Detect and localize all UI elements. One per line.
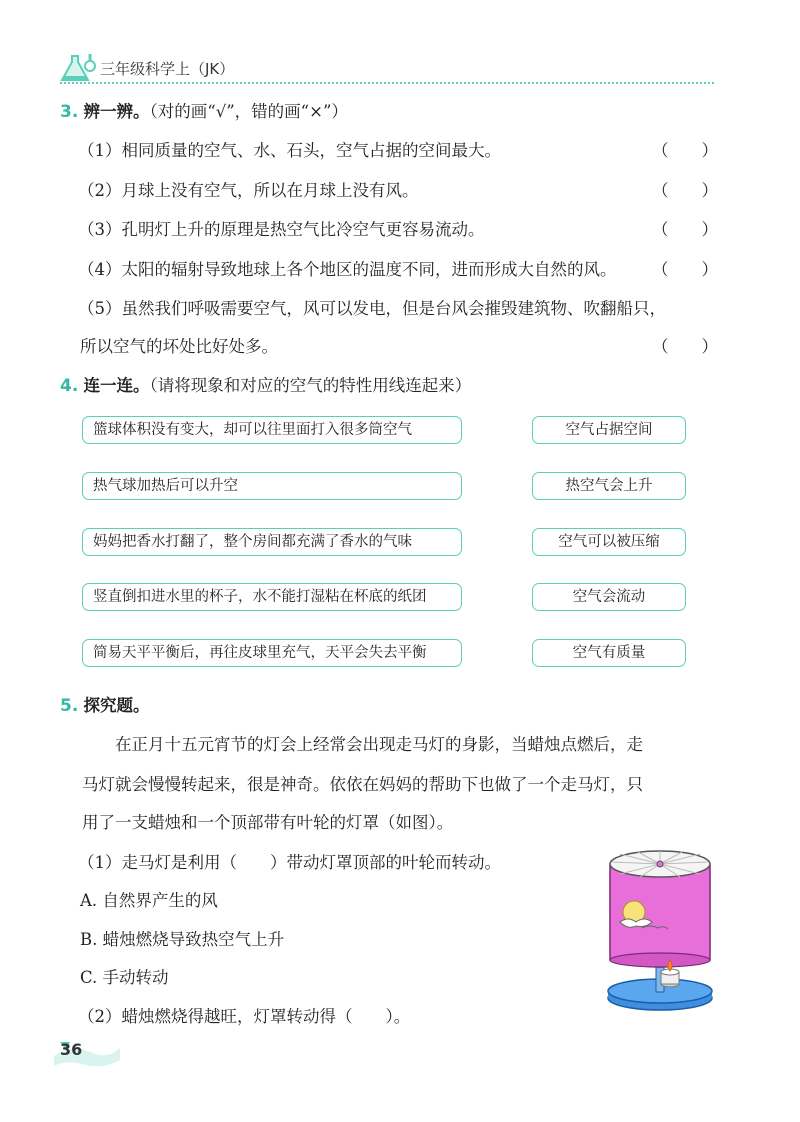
section5-title: 探究题。 [83, 696, 150, 715]
judge-item-4: （4）太阳的辐射导致地球上各个地区的温度不同，进而形成大自然的风。 [78, 260, 617, 279]
section3-title: 辨一辨。 [83, 102, 150, 121]
judge-item-5-cont: 所以空气的坏处比好处多。 [80, 337, 278, 356]
revolving-lantern-illustration [600, 848, 720, 1016]
section4-instruction: （请将现象和对应的空气的特性用线连起来） [149, 376, 472, 395]
book-title: 三年级科学上（JK） [100, 60, 235, 78]
phenomenon-box-2[interactable]: 热气球加热后可以升空 [82, 472, 462, 500]
question-1: （1）走马灯是利用（ ）带动灯罩顶部的叶轮而转动。 [78, 853, 501, 872]
property-box-2[interactable]: 热空气会上升 [532, 472, 686, 500]
property-box-1[interactable]: 空气占据空间 [532, 416, 686, 444]
section5-number: 5. [60, 696, 79, 716]
section4-number: 4. [60, 376, 79, 396]
section4-heading [60, 372, 471, 396]
phenomenon-box-4[interactable]: 竖直倒扣进水里的杯子，水不能打湿粘在杯底的纸团 [82, 583, 462, 611]
property-box-4[interactable]: 空气会流动 [532, 583, 686, 611]
phenomenon-box-1[interactable]: 篮球体积没有变大，却可以往里面打入很多筒空气 [82, 416, 462, 444]
story-line-3: 用了一支蜡烛和一个顶部带有叶轮的灯罩（如图）。 [82, 813, 454, 832]
phenomenon-box-3[interactable]: 妈妈把香水打翻了，整个房间都充满了香水的气味 [82, 528, 462, 556]
answer-blank-4[interactable]: （ ） [652, 260, 718, 279]
property-box-3[interactable]: 空气可以被压缩 [532, 528, 686, 556]
property-box-5[interactable]: 空气有质量 [532, 639, 686, 667]
section4-title: 连一连。 [83, 376, 150, 395]
option-b[interactable]: B. 蜡烛燃烧导致热空气上升 [80, 930, 285, 949]
section3-instruction: （对的画“√”，错的画“×”） [149, 102, 348, 121]
answer-blank-3[interactable]: （ ） [652, 220, 718, 239]
judge-item-5: （5）虽然我们呼吸需要空气，风可以发电，但是台风会摧毁建筑物、吹翻船只， [78, 299, 666, 318]
answer-blank-2[interactable]: （ ） [652, 181, 718, 200]
option-c[interactable]: C. 手动转动 [80, 968, 169, 987]
judge-item-3: （3）孔明灯上升的原理是热空气比冷空气更容易流动。 [78, 220, 485, 239]
flask-logo-icon [58, 52, 98, 84]
story-line-1: 在正月十五元宵节的灯会上经常会出现走马灯的身影，当蜡烛点燃后，走 [115, 735, 643, 754]
answer-blank-1[interactable]: （ ） [652, 141, 718, 160]
answer-blank-5[interactable]: （ ） [652, 337, 718, 356]
question-2: （2）蜡烛燃烧得越旺，灯罩转动得（ ）。 [78, 1007, 411, 1026]
header-divider [60, 82, 714, 84]
section5-heading [60, 692, 150, 716]
story-line-2: 马灯就会慢慢转起来，很是神奇。依依在妈妈的帮助下也做了一个走马灯，只 [82, 775, 643, 794]
section3-heading [60, 98, 348, 122]
judge-item-2: （2）月球上没有空气，所以在月球上没有风。 [78, 181, 419, 200]
page-number: 36 [60, 1040, 83, 1059]
section3-number: 3. [60, 102, 79, 122]
option-a[interactable]: A. 自然界产生的风 [80, 891, 218, 910]
judge-item-1: （1）相同质量的空气、水、石头，空气占据的空间最大。 [78, 141, 501, 160]
phenomenon-box-5[interactable]: 简易天平平衡后，再往皮球里充气，天平会失去平衡 [82, 639, 462, 667]
